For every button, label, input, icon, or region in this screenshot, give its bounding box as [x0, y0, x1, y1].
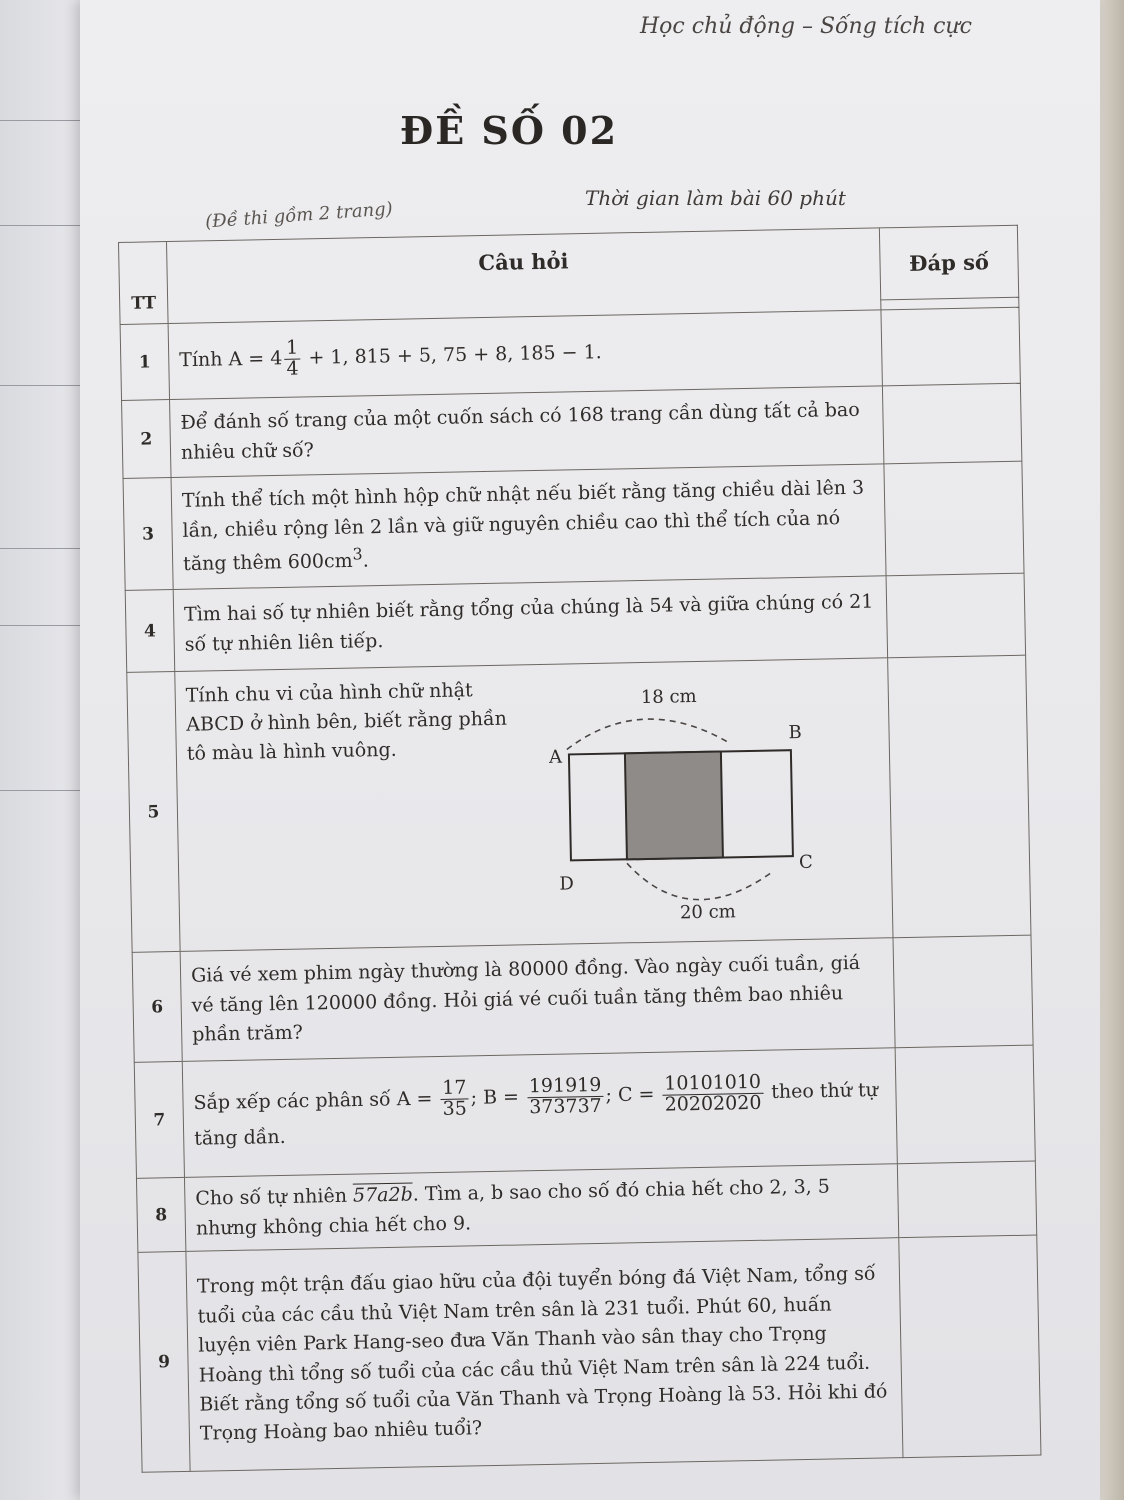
- top-brace: [566, 717, 727, 749]
- row-number: 5: [127, 671, 180, 952]
- running-head: Học chủ động – Sống tích cực: [640, 14, 972, 39]
- exam-page: [80, 0, 1100, 1500]
- q1-post: + 1, 815 + 5, 75 + 8, 185 − 1.: [302, 341, 602, 369]
- top-length-label: 18 cm: [640, 685, 697, 708]
- row-number: 4: [125, 590, 175, 673]
- frac-b-num: 191919: [527, 1076, 604, 1098]
- q1-frac-den: 4: [286, 357, 299, 380]
- exam-title: ĐỀ SỐ 02: [400, 108, 619, 153]
- tt-header: TT: [119, 242, 169, 325]
- answer-cell: [899, 1235, 1041, 1458]
- question-table-wrap: [118, 225, 1041, 1473]
- time-note: Thời gian làm bài 60 phút: [585, 186, 846, 210]
- frac-b-den: 373737: [529, 1095, 602, 1119]
- pages-note: (Đề thi gồm 2 trang): [204, 198, 394, 233]
- question-6: Giá vé xem phim ngày thường là 80000 đồng. Vào ngày cuối tuần, giá vé tăng lên 120000 đồng. Hỏi giá vé cuối tuần tăng thêm bao nhiêu phần trăm?: [180, 938, 895, 1062]
- q7-b-label: ; B =: [470, 1086, 526, 1110]
- q3-text: Tính thể tích một hình hộp chữ nhật nếu biết rằng tăng chiều dài lên 3 lần, chiều rộng lên 2 lần và giữ nguyên chiều cao thì thể tích của nó tăng thêm: [181, 476, 865, 576]
- answer-cell: [895, 1045, 1035, 1164]
- frac-a-num: 17: [440, 1079, 469, 1100]
- answer-cell: [888, 655, 1031, 938]
- bottom-length-label: 20 cm: [679, 900, 736, 923]
- vertex-b: B: [788, 721, 802, 743]
- fraction-c: [662, 1073, 763, 1116]
- question-header: Câu hỏi: [167, 228, 881, 324]
- answer-cell: [881, 307, 1020, 386]
- table-row: [123, 461, 1024, 590]
- vertex-d: D: [559, 872, 575, 895]
- answer-cell: [882, 383, 1021, 464]
- fraction-b: [527, 1076, 604, 1118]
- q7-c-label: ; C =: [605, 1083, 661, 1107]
- q3-unit: 600cm: [287, 549, 353, 574]
- answer-cell: [884, 461, 1024, 576]
- row-number: 9: [138, 1251, 190, 1472]
- question-7: [182, 1048, 897, 1178]
- q5-text: Tính chu vi của hình chữ nhật ABCD ở hình bên, biết rằng phần tô màu là hình vuông.: [185, 678, 508, 766]
- q3-sup: 3: [352, 544, 363, 564]
- row-number: 1: [120, 324, 169, 401]
- rectangle-diagram: [515, 669, 820, 935]
- answer-cell: [897, 1161, 1036, 1238]
- row-number: 2: [122, 400, 171, 479]
- frac-c-num: 10101010: [662, 1073, 763, 1096]
- row-number: 6: [132, 951, 182, 1062]
- q8-post: . Tìm a, b sao cho số đó chia hết cho 2, 3, 5 nhưng không chia hết cho 9.: [195, 1175, 831, 1240]
- table-row: [138, 1235, 1041, 1472]
- vertex-c: C: [798, 851, 814, 873]
- shaded-square: [625, 751, 723, 859]
- question-2: Để đánh số trang của một cuốn sách có 168 trang cần dùng tất cả bao nhiêu chữ số?: [170, 386, 884, 478]
- frac-c-den: 20202020: [664, 1092, 762, 1116]
- row-number: 7: [134, 1061, 184, 1178]
- row-number: 8: [136, 1177, 185, 1252]
- fraction-a: [440, 1076, 469, 1121]
- question-4: Tìm hai số tự nhiên biết rằng tổng của chúng là 54 và giữa chúng có 21 số tự nhiên liên tiếp.: [173, 576, 887, 672]
- question-8: [184, 1164, 898, 1252]
- q7-post: theo thứ tự tăng dần.: [194, 1079, 879, 1150]
- q7-pre: Sắp xếp các phân số A =: [193, 1087, 439, 1115]
- vertex-a: A: [548, 746, 563, 768]
- table-row: [132, 935, 1033, 1062]
- question-3: [171, 464, 886, 590]
- bottom-brace: [627, 860, 775, 901]
- question-table: [118, 225, 1041, 1473]
- q8-overlined-number: 57a2b: [352, 1183, 413, 1207]
- frac-a-den: 35: [442, 1097, 468, 1121]
- table-row: [127, 655, 1031, 952]
- q3-end: .: [362, 549, 370, 572]
- row-number: 3: [123, 478, 173, 591]
- question-1: [168, 310, 882, 400]
- answer-cell: [886, 573, 1026, 658]
- table-row: [134, 1045, 1035, 1178]
- answer-header: Đáp số: [879, 225, 1018, 300]
- q8-pre: Cho số tự nhiên: [195, 1184, 354, 1210]
- q1-fraction: [284, 336, 301, 380]
- q1-frac-num: 1: [284, 339, 300, 360]
- q1-pre: Tính A = 4: [179, 347, 283, 372]
- question-5: [175, 658, 893, 952]
- answer-cell: [893, 935, 1033, 1048]
- question-9: Trong một trận đấu giao hữu của đội tuyển bóng đá Việt Nam, tổng số tuổi của các cầu thủ Việt Nam trên sân là 231 tuổi. Phút 60, huấn luyện viên Park Hang-seo đưa Văn Thanh vào sân thay cho Trọng Hoàng thì tổng số tuổi của các cầu thủ Việt Nam trên sân là 224 tuổi. Biết rằng tổng số tuổi của Văn Thanh và Trọng Hoàng là 53. Hỏi khi đó Trọng Hoàng bao nhiêu tuổi?: [186, 1238, 903, 1472]
